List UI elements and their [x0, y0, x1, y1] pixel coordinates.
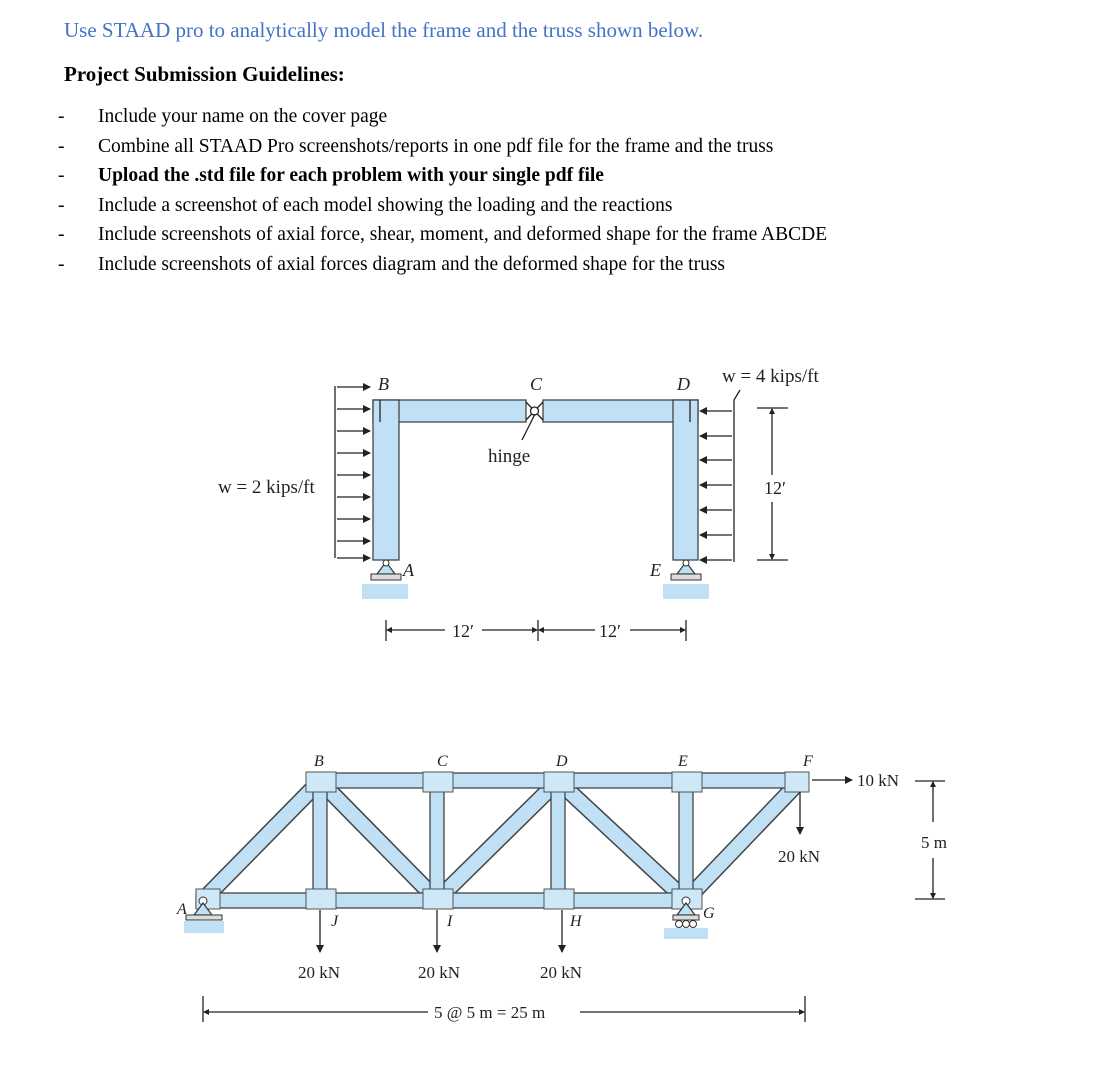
guideline-text: Include screenshots of axial forces diagram and the deformed shape for the truss [98, 253, 726, 275]
guideline-text: Include a screenshot of each model showing the loading and the reactions [98, 194, 673, 216]
frame-span-right-dim: 12′ [599, 621, 621, 641]
column-ab [373, 400, 399, 560]
truss-vertical-bj [313, 788, 327, 893]
guideline-text: Include screenshots of axial force, shear, moment, and deformed shape for the frame ABCDE [98, 224, 828, 245]
truss-vertical-dh [551, 788, 565, 893]
frame-diagram [218, 366, 819, 641]
f-load-label: 20 kN [778, 847, 821, 866]
truss-node-d-label: D [556, 753, 568, 770]
pin-support-e-icon [663, 560, 709, 599]
truss-node-e-label: E [678, 753, 688, 770]
truss-node-f-label: F [803, 753, 813, 770]
column-de [673, 400, 698, 560]
horizontal-load-label: 10 kN [857, 771, 900, 790]
bullet-dash: - [58, 194, 65, 216]
truss-node-h-label: H [570, 913, 582, 930]
guideline-text: Combine all STAAD Pro screenshots/reports in one pdf file for the frame and the truss [98, 135, 774, 157]
j-load-label: 20 kN [298, 963, 341, 982]
truss-span-dim: 5 @ 5 m = 25 m [434, 1003, 546, 1022]
h-load-label: 20 kN [540, 963, 583, 982]
frame-height-dim: 12′ [764, 478, 786, 498]
hinge-label: hinge [488, 446, 531, 467]
bullet-dash: - [58, 165, 65, 186]
bullet-dash: - [58, 135, 65, 157]
bullet-dash: - [58, 253, 65, 275]
bullet-dash: - [58, 106, 65, 127]
frame-node-b-label: B [378, 374, 389, 394]
truss-height-dim: 5 m [921, 833, 947, 852]
pin-support-a-icon [362, 560, 408, 599]
guidelines-heading: Project Submission Guidelines: [64, 62, 345, 86]
truss-vertical-ci [430, 788, 444, 893]
frame-node-d-label: D [677, 374, 690, 394]
frame-node-c-label: C [530, 374, 543, 394]
truss-node-b-label: B [314, 753, 324, 770]
frame-node-e-label: E [650, 560, 661, 580]
truss-node-g-label: G [703, 905, 715, 922]
guideline-text: Upload the .std file for each problem with your single pdf file [98, 165, 604, 186]
right-load-label: w = 4 kips/ft [722, 366, 819, 387]
truss-vertical-eg [679, 788, 693, 893]
left-load-label: w = 2 kips/ft [218, 477, 315, 498]
truss-node-c-label: C [437, 753, 448, 770]
guideline-text: Include your name on the cover page [98, 106, 388, 127]
bullet-dash: - [58, 224, 65, 245]
truss-diagram [176, 753, 947, 1022]
truss-node-a-label: A [177, 901, 187, 918]
truss-node-i-label: I [447, 913, 453, 930]
intro-text: Use STAAD pro to analytically model the frame and the truss shown below. [64, 18, 704, 42]
frame-span-left-dim: 12′ [452, 621, 474, 641]
truss-node-j-label: J [331, 913, 339, 930]
i-load-label: 20 kN [418, 963, 461, 982]
frame-node-a-label: A [403, 560, 414, 580]
